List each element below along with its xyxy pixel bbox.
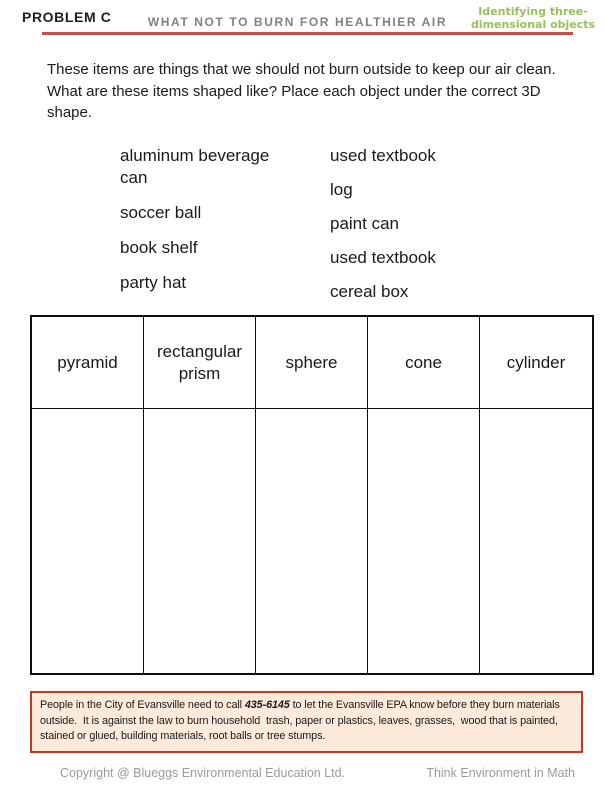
- page-title: WHAT NOT TO BURN FOR HEALTHIER AIR: [147, 15, 448, 29]
- notice-text-part1: People in the City of Evansville need to call: [40, 699, 245, 711]
- table-header-sphere: sphere: [256, 317, 368, 409]
- list-item: used textbook: [330, 248, 436, 267]
- topic-annotation-line1: Identifying three-: [478, 5, 588, 18]
- epa-notice-box: [30, 691, 583, 753]
- answer-cell-cone: [368, 409, 480, 673]
- header-divider: [42, 32, 573, 35]
- item-list-left: [120, 145, 330, 315]
- problem-label: PROBLEM C: [22, 9, 112, 25]
- list-item: aluminum beverage can: [120, 146, 270, 187]
- answer-cell-sphere: [256, 409, 368, 673]
- list-item: paint can: [330, 214, 399, 233]
- table-header-cone: cone: [368, 317, 480, 409]
- item-word-bank: [120, 145, 436, 315]
- page-footer: [60, 766, 575, 780]
- list-item: party hat: [120, 273, 187, 292]
- answer-cell-rectangular-prism: [144, 409, 256, 673]
- answer-cell-pyramid: [32, 409, 144, 673]
- copyright-text: Copyright @ Blueggs Environmental Education Ltd.: [60, 766, 346, 780]
- table-header-pyramid: pyramid: [32, 317, 144, 409]
- list-item: log: [330, 180, 353, 199]
- notice-text-part2: to let the Evansville EPA know before they burn materials outside. It is against the law to burn household trash, paper or plastics, leaves, grasses, wood that is painted, stained or glued, building materials, root balls or tree stumps.: [40, 699, 563, 742]
- instructions-text: These items are things that we should not burn outside to keep our air clean. What are these items shaped like? Place each object under the correct 3D shape.: [47, 61, 569, 121]
- topic-annotation: [467, 5, 599, 31]
- list-item: cereal box: [330, 282, 409, 301]
- list-item: soccer ball: [120, 203, 202, 222]
- list-item: book shelf: [120, 238, 198, 257]
- notice-phone-number: 435-6145: [244, 699, 290, 711]
- table-header-rectangular-prism: rectangular prism: [144, 317, 256, 409]
- table-header-cylinder: cylinder: [480, 317, 592, 409]
- answer-cell-cylinder: [480, 409, 592, 673]
- footer-tagline: Think Environment in Math: [426, 766, 575, 780]
- shape-sorting-table: [30, 315, 594, 675]
- topic-annotation-line2: dimensional objects: [470, 18, 596, 31]
- list-item: used textbook: [330, 146, 436, 165]
- item-list-right: [330, 145, 436, 315]
